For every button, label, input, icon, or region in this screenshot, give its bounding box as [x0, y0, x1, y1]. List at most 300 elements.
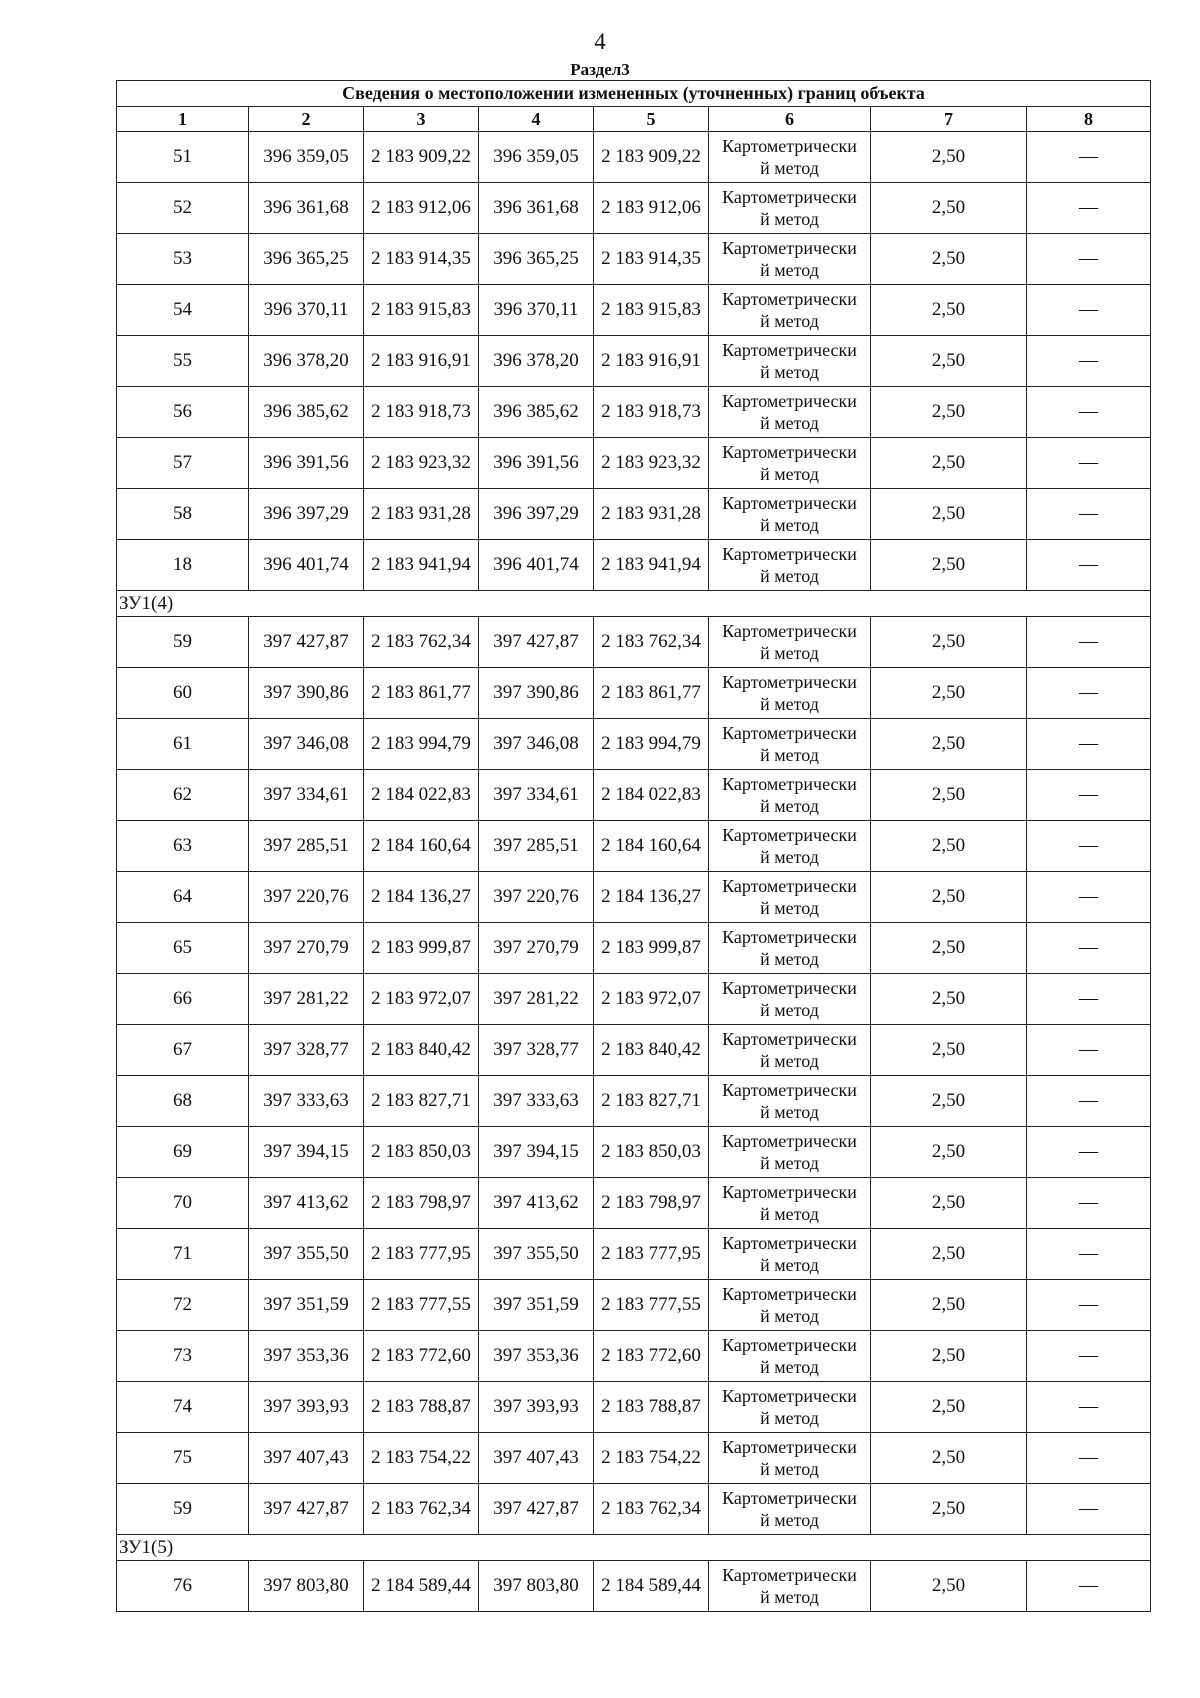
new-y: 2 184 022,83 [594, 770, 709, 821]
dash-cell: — [1027, 668, 1151, 719]
table-row [117, 540, 1151, 591]
method-text-line2: й метод [760, 949, 819, 969]
dash-cell: — [1027, 438, 1151, 489]
method-cell [709, 821, 871, 872]
method-cell [709, 1382, 871, 1433]
point-number: 64 [117, 872, 249, 923]
table-row [117, 1331, 1151, 1382]
accuracy-value: 2,50 [871, 336, 1027, 387]
point-number: 66 [117, 974, 249, 1025]
existing-x: 396 391,56 [249, 438, 364, 489]
method-cell [709, 438, 871, 489]
method-cell [709, 234, 871, 285]
existing-y: 2 183 827,71 [364, 1076, 479, 1127]
new-x: 396 365,25 [479, 234, 594, 285]
new-y: 2 183 777,55 [594, 1280, 709, 1331]
existing-y: 2 184 589,44 [364, 1561, 479, 1612]
new-x: 397 407,43 [479, 1433, 594, 1484]
dash-cell: — [1027, 821, 1151, 872]
new-y: 2 183 923,32 [594, 438, 709, 489]
method-text-line1: Картометрически [722, 442, 857, 462]
existing-x: 397 346,08 [249, 719, 364, 770]
new-y: 2 183 941,94 [594, 540, 709, 591]
dash-cell: — [1027, 1484, 1151, 1535]
method-text-line1: Картометрически [722, 621, 857, 641]
method-text-line2: й метод [760, 311, 819, 331]
method-text-line1: Картометрически [722, 1488, 857, 1508]
accuracy-value: 2,50 [871, 974, 1027, 1025]
dash-cell: — [1027, 1178, 1151, 1229]
point-number: 68 [117, 1076, 249, 1127]
new-x: 397 427,87 [479, 617, 594, 668]
table-row [117, 1484, 1151, 1535]
method-text-line1: Картометрически [722, 340, 857, 360]
accuracy-value: 2,50 [871, 489, 1027, 540]
table-row [117, 974, 1151, 1025]
existing-x: 397 328,77 [249, 1025, 364, 1076]
dash-cell: — [1027, 540, 1151, 591]
new-x: 397 803,80 [479, 1561, 594, 1612]
accuracy-value: 2,50 [871, 770, 1027, 821]
method-text-line1: Картометрически [722, 187, 857, 207]
method-cell [709, 387, 871, 438]
method-text-line2: й метод [760, 694, 819, 714]
point-number: 52 [117, 183, 249, 234]
new-x: 396 370,11 [479, 285, 594, 336]
point-number: 67 [117, 1025, 249, 1076]
method-text-line1: Картометрически [722, 876, 857, 896]
new-y: 2 183 909,22 [594, 132, 709, 183]
method-text-line1: Картометрически [722, 1335, 857, 1355]
existing-y: 2 183 772,60 [364, 1331, 479, 1382]
existing-x: 396 359,05 [249, 132, 364, 183]
existing-x: 397 355,50 [249, 1229, 364, 1280]
point-number: 75 [117, 1433, 249, 1484]
existing-x: 396 397,29 [249, 489, 364, 540]
accuracy-value: 2,50 [871, 1025, 1027, 1076]
column-number-row [117, 107, 1151, 132]
method-text-line1: Картометрически [722, 672, 857, 692]
new-y: 2 183 850,03 [594, 1127, 709, 1178]
new-y: 2 183 994,79 [594, 719, 709, 770]
table-row [117, 1280, 1151, 1331]
new-y: 2 183 788,87 [594, 1382, 709, 1433]
accuracy-value: 2,50 [871, 1229, 1027, 1280]
table-row [117, 489, 1151, 540]
method-text-line1: Картометрически [722, 1182, 857, 1202]
method-text-line2: й метод [760, 1102, 819, 1122]
method-cell [709, 336, 871, 387]
point-number: 73 [117, 1331, 249, 1382]
point-number: 71 [117, 1229, 249, 1280]
new-x: 397 270,79 [479, 923, 594, 974]
new-x: 397 393,93 [479, 1382, 594, 1433]
existing-x: 397 351,59 [249, 1280, 364, 1331]
method-cell [709, 1127, 871, 1178]
method-text-line1: Картометрически [722, 1437, 857, 1457]
table-row [117, 285, 1151, 336]
new-x: 397 220,76 [479, 872, 594, 923]
new-y: 2 183 827,71 [594, 1076, 709, 1127]
dash-cell: — [1027, 387, 1151, 438]
accuracy-value: 2,50 [871, 617, 1027, 668]
existing-y: 2 183 754,22 [364, 1433, 479, 1484]
method-text-line2: й метод [760, 1306, 819, 1326]
existing-y: 2 183 999,87 [364, 923, 479, 974]
method-text-line2: й метод [760, 464, 819, 484]
new-x: 397 333,63 [479, 1076, 594, 1127]
dash-cell: — [1027, 1025, 1151, 1076]
table-caption: Сведения о местоположении измененных (уточненных) границ объекта [117, 81, 1151, 107]
existing-x: 397 270,79 [249, 923, 364, 974]
table-row [117, 1382, 1151, 1433]
new-x: 396 359,05 [479, 132, 594, 183]
table-row [117, 132, 1151, 183]
column-number: 3 [364, 107, 479, 132]
existing-y: 2 183 777,55 [364, 1280, 479, 1331]
existing-x: 397 220,76 [249, 872, 364, 923]
point-number: 63 [117, 821, 249, 872]
method-cell [709, 1178, 871, 1229]
column-number: 6 [709, 107, 871, 132]
point-number: 72 [117, 1280, 249, 1331]
dash-cell: — [1027, 719, 1151, 770]
existing-y: 2 183 923,32 [364, 438, 479, 489]
method-text-line2: й метод [760, 260, 819, 280]
group-row [117, 591, 1151, 617]
accuracy-value: 2,50 [871, 1561, 1027, 1612]
method-cell [709, 1229, 871, 1280]
point-number: 74 [117, 1382, 249, 1433]
accuracy-value: 2,50 [871, 183, 1027, 234]
method-text-line2: й метод [760, 1357, 819, 1377]
method-cell [709, 923, 871, 974]
accuracy-value: 2,50 [871, 1076, 1027, 1127]
method-text-line1: Картометрически [722, 391, 857, 411]
existing-x: 397 285,51 [249, 821, 364, 872]
method-text-line1: Картометрически [722, 544, 857, 564]
method-cell [709, 668, 871, 719]
point-number: 76 [117, 1561, 249, 1612]
column-number: 5 [594, 107, 709, 132]
table-row [117, 234, 1151, 285]
new-x: 397 394,15 [479, 1127, 594, 1178]
column-number: 4 [479, 107, 594, 132]
method-cell [709, 489, 871, 540]
method-cell [709, 1561, 871, 1612]
table-row [117, 438, 1151, 489]
method-cell [709, 974, 871, 1025]
method-text-line2: й метод [760, 1153, 819, 1173]
point-number: 65 [117, 923, 249, 974]
accuracy-value: 2,50 [871, 285, 1027, 336]
new-x: 396 378,20 [479, 336, 594, 387]
new-x: 396 361,68 [479, 183, 594, 234]
method-text-line1: Картометрически [722, 1284, 857, 1304]
new-y: 2 183 999,87 [594, 923, 709, 974]
coordinates-table [116, 80, 1151, 1612]
group-row [117, 1535, 1151, 1561]
new-y: 2 183 754,22 [594, 1433, 709, 1484]
method-cell [709, 540, 871, 591]
new-y: 2 183 762,34 [594, 617, 709, 668]
existing-x: 396 361,68 [249, 183, 364, 234]
method-text-line2: й метод [760, 158, 819, 178]
accuracy-value: 2,50 [871, 1382, 1027, 1433]
dash-cell: — [1027, 1331, 1151, 1382]
method-cell [709, 872, 871, 923]
existing-x: 396 365,25 [249, 234, 364, 285]
group-label: ЗУ1(5) [117, 1535, 1151, 1561]
table-row [117, 1178, 1151, 1229]
point-number: 60 [117, 668, 249, 719]
accuracy-value: 2,50 [871, 923, 1027, 974]
method-text-line2: й метод [760, 413, 819, 433]
point-number: 53 [117, 234, 249, 285]
existing-y: 2 183 931,28 [364, 489, 479, 540]
table-row [117, 617, 1151, 668]
method-text-line1: Картометрически [722, 1131, 857, 1151]
existing-x: 397 333,63 [249, 1076, 364, 1127]
table-row [117, 1433, 1151, 1484]
accuracy-value: 2,50 [871, 821, 1027, 872]
existing-y: 2 183 777,95 [364, 1229, 479, 1280]
dash-cell: — [1027, 923, 1151, 974]
method-text-line1: Картометрически [722, 1386, 857, 1406]
new-x: 397 328,77 [479, 1025, 594, 1076]
new-y: 2 183 918,73 [594, 387, 709, 438]
existing-x: 397 427,87 [249, 617, 364, 668]
existing-y: 2 183 798,97 [364, 1178, 479, 1229]
existing-x: 396 370,11 [249, 285, 364, 336]
method-text-line1: Картометрически [722, 1029, 857, 1049]
method-text-line1: Картометрически [722, 238, 857, 258]
existing-y: 2 183 909,22 [364, 132, 479, 183]
existing-y: 2 183 912,06 [364, 183, 479, 234]
new-y: 2 183 914,35 [594, 234, 709, 285]
existing-y: 2 183 994,79 [364, 719, 479, 770]
method-text-line2: й метод [760, 1587, 819, 1607]
new-x: 397 334,61 [479, 770, 594, 821]
method-cell [709, 183, 871, 234]
dash-cell: — [1027, 183, 1151, 234]
table-row [117, 1025, 1151, 1076]
existing-y: 2 183 762,34 [364, 1484, 479, 1535]
method-cell [709, 1025, 871, 1076]
existing-x: 397 390,86 [249, 668, 364, 719]
existing-x: 397 407,43 [249, 1433, 364, 1484]
existing-y: 2 183 918,73 [364, 387, 479, 438]
method-text-line1: Картометрически [722, 493, 857, 513]
existing-y: 2 183 762,34 [364, 617, 479, 668]
method-cell [709, 1280, 871, 1331]
existing-x: 397 394,15 [249, 1127, 364, 1178]
new-y: 2 183 762,34 [594, 1484, 709, 1535]
method-text-line2: й метод [760, 796, 819, 816]
method-text-line2: й метод [760, 847, 819, 867]
dash-cell: — [1027, 617, 1151, 668]
new-x: 397 390,86 [479, 668, 594, 719]
method-text-line1: Картометрически [722, 1233, 857, 1253]
existing-y: 2 183 850,03 [364, 1127, 479, 1178]
existing-x: 397 281,22 [249, 974, 364, 1025]
table-row [117, 719, 1151, 770]
method-cell [709, 770, 871, 821]
new-y: 2 183 861,77 [594, 668, 709, 719]
column-number: 2 [249, 107, 364, 132]
dash-cell: — [1027, 489, 1151, 540]
accuracy-value: 2,50 [871, 1127, 1027, 1178]
method-text-line2: й метод [760, 515, 819, 535]
dash-cell: — [1027, 132, 1151, 183]
accuracy-value: 2,50 [871, 1484, 1027, 1535]
method-text-line1: Картометрически [722, 774, 857, 794]
accuracy-value: 2,50 [871, 1433, 1027, 1484]
existing-y: 2 184 160,64 [364, 821, 479, 872]
accuracy-value: 2,50 [871, 1280, 1027, 1331]
point-number: 59 [117, 1484, 249, 1535]
new-y: 2 183 915,83 [594, 285, 709, 336]
new-x: 397 285,51 [479, 821, 594, 872]
method-cell [709, 719, 871, 770]
existing-x: 397 803,80 [249, 1561, 364, 1612]
accuracy-value: 2,50 [871, 719, 1027, 770]
table-row [117, 1561, 1151, 1612]
dash-cell: — [1027, 234, 1151, 285]
table-row [117, 668, 1151, 719]
method-text-line2: й метод [760, 1204, 819, 1224]
table-row [117, 821, 1151, 872]
method-cell [709, 285, 871, 336]
new-y: 2 184 160,64 [594, 821, 709, 872]
accuracy-value: 2,50 [871, 387, 1027, 438]
column-number: 7 [871, 107, 1027, 132]
existing-x: 396 385,62 [249, 387, 364, 438]
new-x: 397 346,08 [479, 719, 594, 770]
existing-y: 2 183 840,42 [364, 1025, 479, 1076]
new-x: 397 353,36 [479, 1331, 594, 1382]
method-cell [709, 617, 871, 668]
method-text-line1: Картометрически [722, 1080, 857, 1100]
dash-cell: — [1027, 1280, 1151, 1331]
page-number: 4 [594, 29, 606, 54]
method-text-line2: й метод [760, 1051, 819, 1071]
new-y: 2 183 798,97 [594, 1178, 709, 1229]
method-cell [709, 132, 871, 183]
dash-cell: — [1027, 1433, 1151, 1484]
existing-y: 2 183 916,91 [364, 336, 479, 387]
new-y: 2 184 136,27 [594, 872, 709, 923]
column-number: 1 [117, 107, 249, 132]
table-row [117, 770, 1151, 821]
new-x: 397 355,50 [479, 1229, 594, 1280]
table-row [117, 183, 1151, 234]
new-y: 2 183 972,07 [594, 974, 709, 1025]
existing-x: 397 427,87 [249, 1484, 364, 1535]
method-text-line2: й метод [760, 1000, 819, 1020]
dash-cell: — [1027, 336, 1151, 387]
existing-y: 2 183 915,83 [364, 285, 479, 336]
point-number: 58 [117, 489, 249, 540]
method-text-line2: й метод [760, 643, 819, 663]
method-cell [709, 1484, 871, 1535]
method-text-line1: Картометрически [722, 723, 857, 743]
method-cell [709, 1331, 871, 1382]
existing-y: 2 183 914,35 [364, 234, 479, 285]
new-y: 2 183 931,28 [594, 489, 709, 540]
table-row [117, 1076, 1151, 1127]
method-text-line1: Картометрически [722, 289, 857, 309]
accuracy-value: 2,50 [871, 1331, 1027, 1382]
new-y: 2 183 840,42 [594, 1025, 709, 1076]
accuracy-value: 2,50 [871, 234, 1027, 285]
existing-y: 2 183 941,94 [364, 540, 479, 591]
table-body [117, 81, 1151, 1612]
new-y: 2 183 777,95 [594, 1229, 709, 1280]
point-number: 69 [117, 1127, 249, 1178]
dash-cell: — [1027, 1076, 1151, 1127]
point-number: 62 [117, 770, 249, 821]
dash-cell: — [1027, 1561, 1151, 1612]
dash-cell: — [1027, 285, 1151, 336]
method-text-line2: й метод [760, 566, 819, 586]
existing-y: 2 183 788,87 [364, 1382, 479, 1433]
new-x: 397 413,62 [479, 1178, 594, 1229]
new-x: 396 401,74 [479, 540, 594, 591]
point-number: 59 [117, 617, 249, 668]
group-label: ЗУ1(4) [117, 591, 1151, 617]
point-number: 57 [117, 438, 249, 489]
dash-cell: — [1027, 1382, 1151, 1433]
column-number: 8 [1027, 107, 1151, 132]
table-caption-row [117, 81, 1151, 107]
method-text-line1: Картометрически [722, 136, 857, 156]
method-text-line1: Картометрически [722, 927, 857, 947]
method-text-line1: Картометрически [722, 825, 857, 845]
method-text-line2: й метод [760, 745, 819, 765]
table-row [117, 1229, 1151, 1280]
method-cell [709, 1076, 871, 1127]
method-text-line2: й метод [760, 209, 819, 229]
table-row [117, 923, 1151, 974]
accuracy-value: 2,50 [871, 872, 1027, 923]
new-x: 396 397,29 [479, 489, 594, 540]
dash-cell: — [1027, 770, 1151, 821]
new-y: 2 184 589,44 [594, 1561, 709, 1612]
new-x: 397 351,59 [479, 1280, 594, 1331]
method-cell [709, 1433, 871, 1484]
accuracy-value: 2,50 [871, 132, 1027, 183]
method-text-line2: й метод [760, 898, 819, 918]
dash-cell: — [1027, 872, 1151, 923]
existing-y: 2 184 022,83 [364, 770, 479, 821]
table-row [117, 1127, 1151, 1178]
point-number: 70 [117, 1178, 249, 1229]
accuracy-value: 2,50 [871, 668, 1027, 719]
point-number: 56 [117, 387, 249, 438]
existing-y: 2 183 972,07 [364, 974, 479, 1025]
existing-y: 2 184 136,27 [364, 872, 479, 923]
point-number: 51 [117, 132, 249, 183]
existing-x: 397 413,62 [249, 1178, 364, 1229]
method-text-line2: й метод [760, 362, 819, 382]
method-text-line2: й метод [760, 1255, 819, 1275]
existing-x: 396 378,20 [249, 336, 364, 387]
point-number: 55 [117, 336, 249, 387]
point-number: 54 [117, 285, 249, 336]
method-text-line1: Картометрически [722, 978, 857, 998]
existing-x: 397 334,61 [249, 770, 364, 821]
